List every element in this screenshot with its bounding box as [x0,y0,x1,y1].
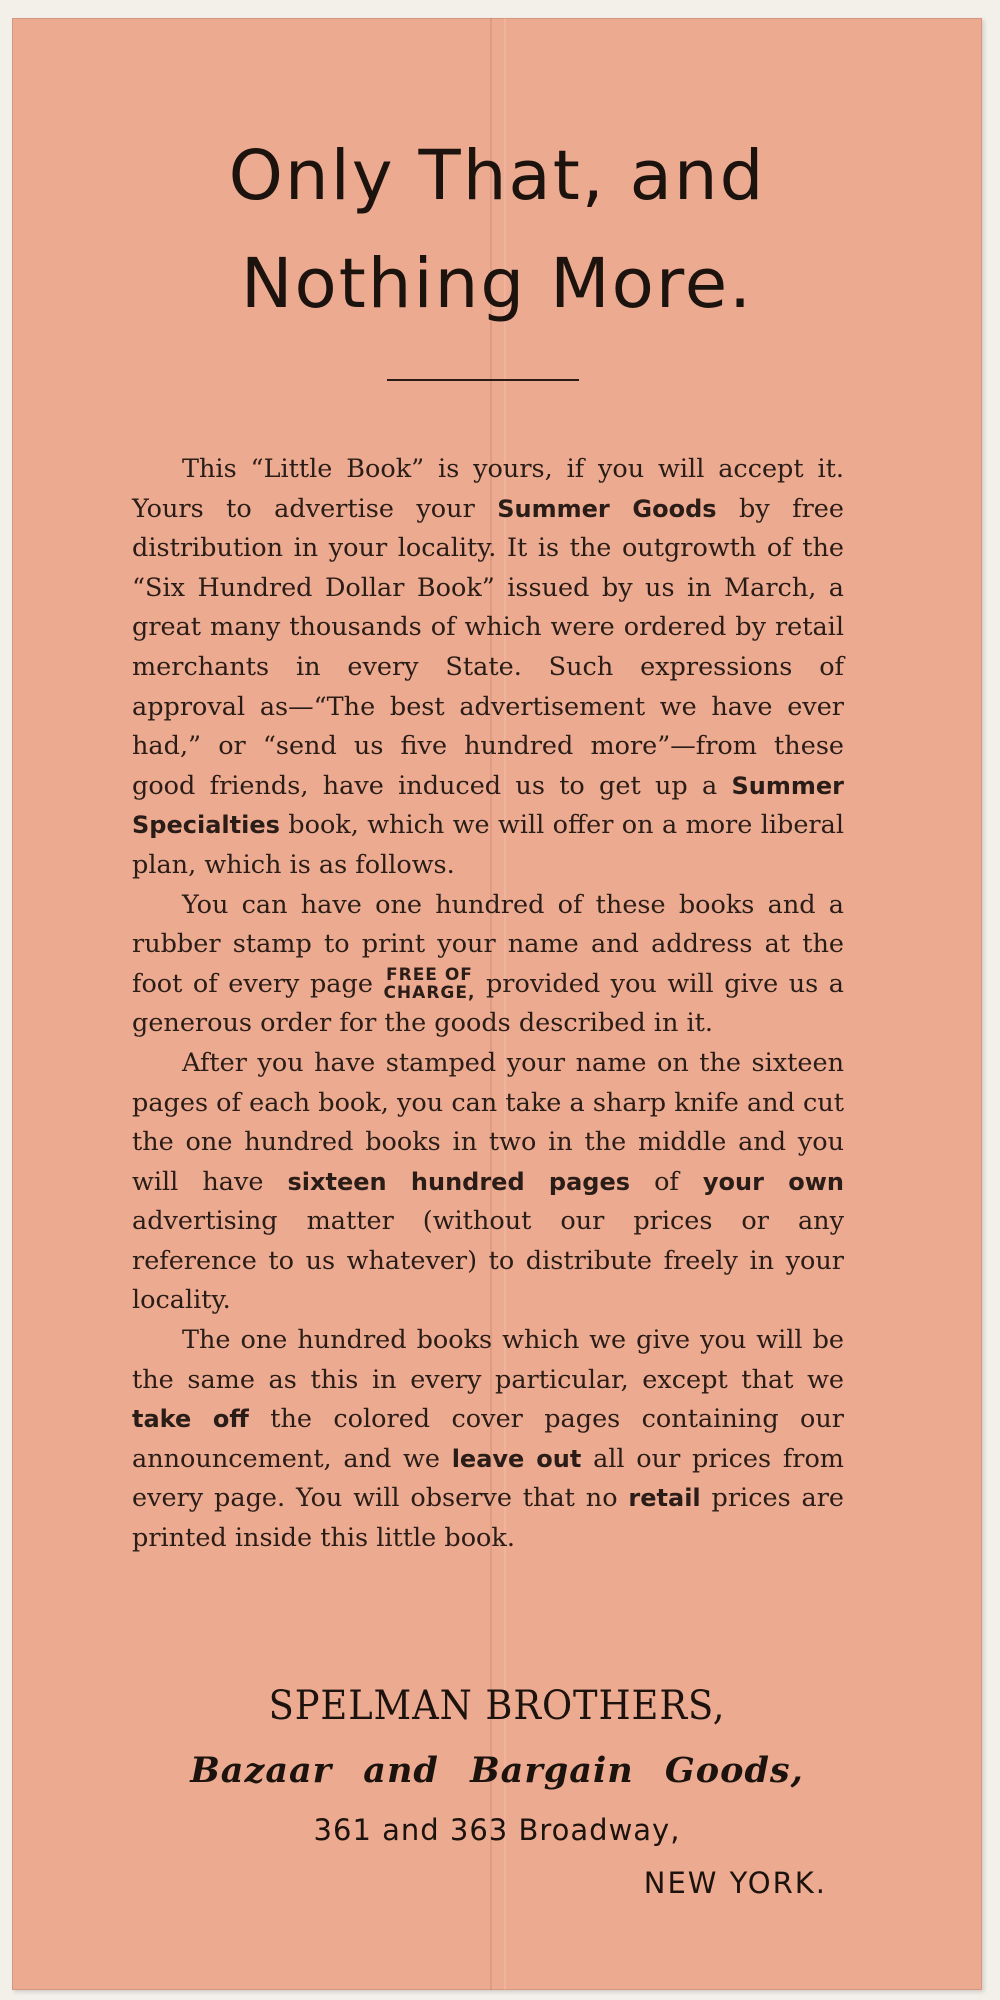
charge-label: CHARGE, [383,982,476,1003]
paragraph-2 [132,886,844,1044]
emphasis-summer-goods: Summer Goods [497,494,717,523]
company-city: NEW YORK. [643,1866,827,1900]
text-run: This “Little Book” is yours, if you will accept it. Yours to advertise your [132,454,844,524]
emphasis-retail: retail [628,1484,701,1513]
emphasis-your-own: your own [702,1167,844,1196]
text-run: of [630,1166,703,1197]
text-run: book, which we will offer on a more liberal plan, which is as follows. [132,810,844,880]
company-tagline: Bazaar and Bargain Goods, [190,1750,804,1791]
text-run: by free distribution in your locality. It is the outgrowth of the “Six Hundred Dollar Book” issued by us in March, a great many thousands of which were ordered by retail merchants in every State. Such expressions of approval as—“The best advertisement we have ever had,” or “send us five hundred more”—from these good friends, have induced us to get up a [132,493,844,801]
divider-rule [387,379,579,381]
headline-line-1: Only That, and [228,136,766,216]
text-run: the colored cover pages containing our announcement, and we [132,1404,844,1474]
company-name: SPELMAN BROTHERS, [268,1683,726,1729]
text-run: You can have one hundred of these books and a rubber stamp to print your name and address at the foot of every page [132,889,844,999]
text-run: The one hundred books which we give you will be the same as this in every particular, except that we [132,1325,844,1395]
text-run: After you have stamped your name on the sixteen pages of each book, you can take a sharp knife and cut the one hundred books in two in the middle and you will have [132,1047,844,1197]
emphasis-summer-specialties: Summer Specialties [132,771,844,840]
text-run: all our prices from every page. You will observe that no [132,1443,844,1514]
free-of-label: FREE OF [385,964,473,985]
paragraph-1 [132,450,844,886]
text-run: advertising matter (without our prices or any reference to us whatever) to distribute freely in your locality. [132,1206,844,1316]
emphasis-sixteen-hundred-pages: sixteen hundred pages [287,1167,631,1196]
free-of-charge-stamp [383,966,475,1002]
emphasis-take-off: take off [132,1405,249,1434]
text-run: prices are printed inside this little book. [132,1483,844,1554]
headline-line-2: Nothing More. [240,244,754,324]
body-text [132,450,844,1559]
text-run: provided you will give us a generous order for the goods described in it. [132,968,844,1039]
emphasis-leave-out: leave out [451,1444,582,1473]
paragraph-4 [132,1321,844,1559]
circular-page [12,18,982,1990]
paragraph-3 [132,1044,844,1321]
company-address: 361 and 363 Broadway, [313,1813,681,1847]
